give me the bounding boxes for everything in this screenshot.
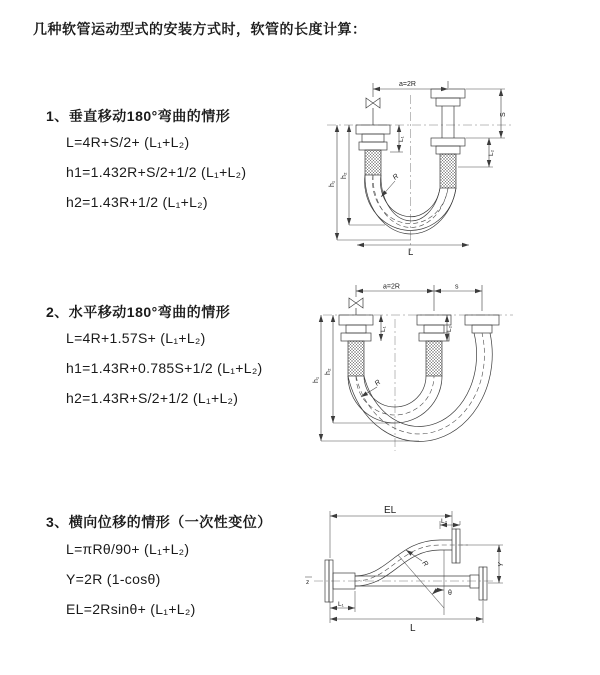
dim-label-l2: L₂ bbox=[446, 325, 453, 332]
dim-label-h1: h₁ bbox=[313, 376, 320, 383]
valve-icon bbox=[366, 98, 380, 108]
dim-l1 bbox=[330, 591, 355, 612]
dim-label-s: s bbox=[455, 283, 459, 291]
formula-2-2: h1=1.43R+0.785S+1/2 (L₁+L₂) bbox=[66, 360, 263, 376]
hose-s-curve bbox=[355, 540, 468, 586]
dim-label-theta: θ bbox=[448, 590, 452, 597]
dim-l2 bbox=[440, 518, 460, 529]
dim-l2 bbox=[446, 315, 453, 341]
right-fitting bbox=[431, 89, 465, 188]
dim-label-y: Y bbox=[498, 562, 505, 567]
left-fitting bbox=[339, 315, 373, 376]
section-3-heading: 3、横向位移的情形（一次性变位） bbox=[46, 514, 272, 530]
dim-l bbox=[357, 245, 469, 258]
dim-label-a2r: a=2R bbox=[399, 81, 416, 88]
dim-l1 bbox=[380, 315, 387, 341]
page-title: 几种软管运动型式的安装方式时，软管的长度计算： bbox=[33, 21, 367, 37]
dim-label-r: R bbox=[373, 378, 383, 388]
dim-label-el: EL bbox=[384, 505, 397, 516]
dim-label-l1: L₁ bbox=[338, 601, 344, 608]
dim-label-h1: h₁ bbox=[329, 180, 336, 187]
formula-3-1: L=πRθ/90+ (L₁+L₂) bbox=[66, 541, 190, 557]
dim-label-l1: L₁ bbox=[380, 326, 387, 332]
section-1-heading: 1、垂直移动180°弯曲的情形 bbox=[46, 108, 231, 124]
axis-label-z: z bbox=[306, 579, 310, 586]
valve-icon bbox=[349, 298, 363, 308]
hose-arcs bbox=[348, 333, 492, 441]
dim-label-a2r: a=2R bbox=[383, 283, 400, 291]
left-fitting bbox=[356, 125, 390, 175]
formula-2-1: L=4R+1.57S+ (L₁+L₂) bbox=[66, 330, 206, 346]
diagram-3-lateral-displacement bbox=[300, 503, 595, 648]
dim-label-l1: L₁ bbox=[398, 136, 405, 142]
formula-1-2: h1=1.432R+S/2+1/2 (L₁+L₂) bbox=[66, 164, 247, 180]
radius-pointer bbox=[381, 173, 400, 197]
dim-label-l2: L₂ bbox=[441, 518, 448, 525]
upper-right-flange bbox=[452, 529, 460, 563]
formula-3-2: Y=2R (1-cosθ) bbox=[66, 571, 161, 587]
dim-l2 bbox=[458, 138, 495, 167]
dim-a2r bbox=[356, 284, 482, 312]
lower-right-flange bbox=[470, 567, 487, 600]
right-fitting bbox=[465, 315, 499, 333]
dim-label-s: S bbox=[500, 112, 507, 117]
dim-label-l2: L₂ bbox=[488, 149, 495, 156]
dim-label-l: L bbox=[408, 247, 414, 258]
formula-3-3: EL=2Rsinθ+ (L₁+L₂) bbox=[66, 601, 196, 617]
dim-label-r: R bbox=[420, 559, 430, 569]
dim-label-h2: h₂ bbox=[341, 172, 348, 179]
dim-label-h2: h₂ bbox=[325, 368, 332, 375]
dim-label-r: R bbox=[391, 172, 401, 182]
section-2-heading: 2、水平移动180°弯曲的情形 bbox=[46, 304, 231, 320]
dim-s bbox=[466, 89, 507, 138]
formula-2-3: h2=1.43R+S/2+1/2 (L₁+L₂) bbox=[66, 390, 239, 406]
dim-l bbox=[330, 601, 483, 634]
centerlines bbox=[323, 315, 513, 451]
centerlines bbox=[327, 95, 511, 251]
middle-fitting bbox=[417, 315, 451, 376]
formula-1-1: L=4R+S/2+ (L₁+L₂) bbox=[66, 134, 190, 150]
left-flange bbox=[305, 560, 355, 602]
dim-l1 bbox=[390, 125, 405, 152]
diagram-1-vertical-bend bbox=[315, 75, 525, 257]
dim-label-l: L bbox=[410, 623, 416, 634]
diagram-2-horizontal-bend bbox=[313, 283, 600, 463]
formula-1-3: h2=1.43R+1/2 (L₁+L₂) bbox=[66, 194, 208, 210]
